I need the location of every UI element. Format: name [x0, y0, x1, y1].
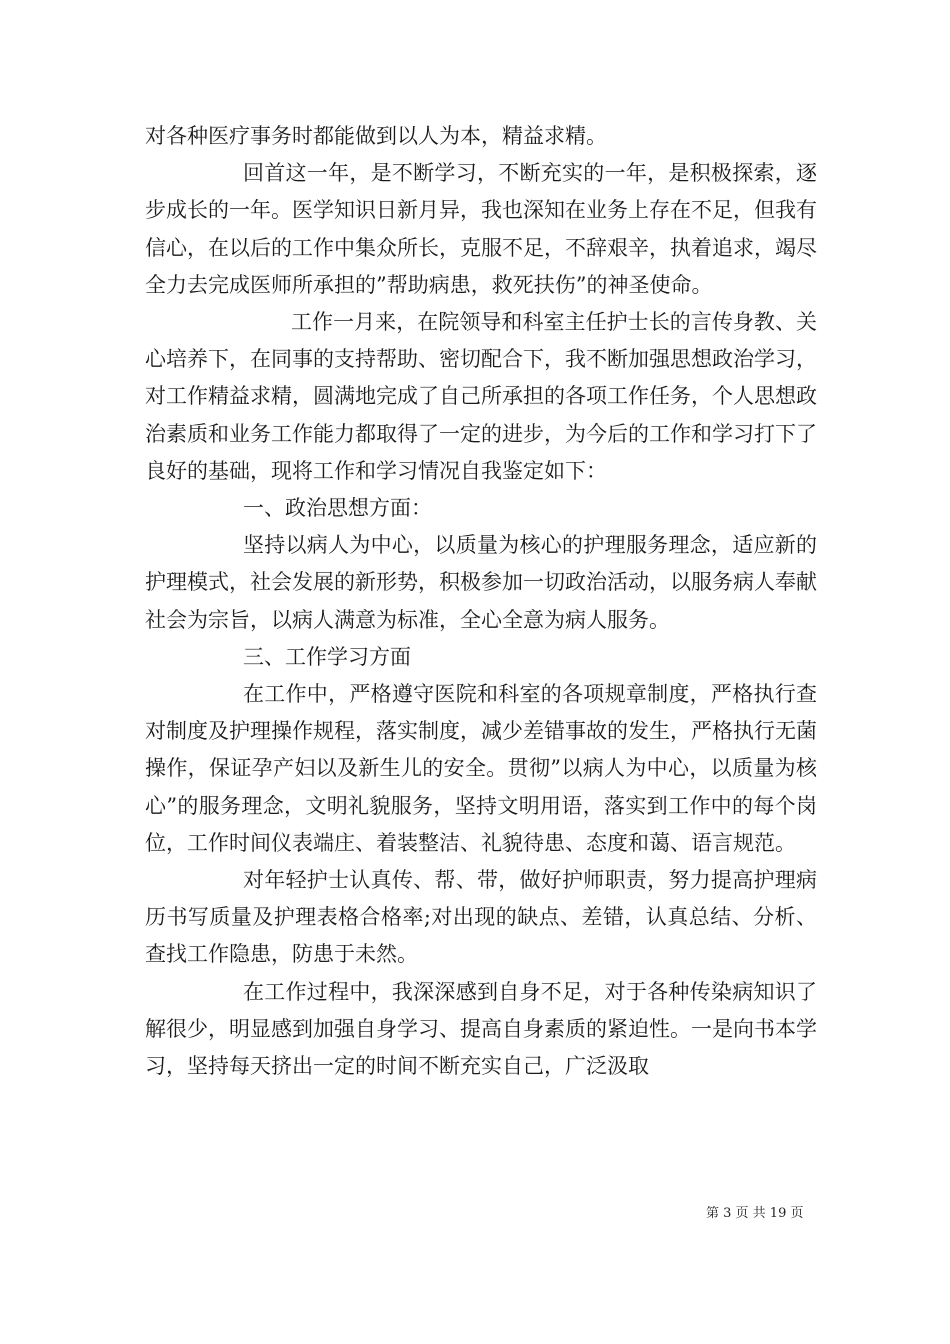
- document-body: [145, 118, 817, 1085]
- paragraph-self-study: 在工作过程中，我深深感到自身不足，对于各种传染病知识了解很少，明显感到加强自身学习、提高自身素质的紧迫性。一是向书本学习，坚持每天挤出一定的时间不断充实自己，广泛汲取: [145, 979, 817, 1079]
- page-number: 第 3 页 共 19 页: [706, 1206, 804, 1221]
- paragraph-rules: 在工作中，严格遵守医院和科室的各项规章制度，严格执行查对制度及护理操作规程，落实制度，减少差错事故的发生，严格执行无菌操作，保证孕产妇以及新生儿的安全。贯彻”以病人为中心，以质量为核心”的服务理念，文明礼貌服务，坚持文明用语，落实到工作中的每个岗位，工作时间仪表端庄、着装整洁、礼貌待患、态度和蔼、语言规范。: [145, 682, 817, 855]
- paragraph-mentoring: 对年轻护士认真传、帮、带，做好护师职责，努力提高护理病历书写质量及护理表格合格率;对出现的缺点、差错，认真总结、分析、查找工作隐患，防患于未然。: [145, 868, 817, 967]
- paragraph-continuation: 对各种医疗事务时都能做到以人为本，精益求精。: [145, 124, 607, 148]
- paragraph-patient-centered: 坚持以病人为中心，以质量为核心的护理服务理念，适应新的护理模式，社会发展的新形势，积极参加一切政治活动，以服务病人奉献社会为宗旨，以病人满意为标准，全心全意为病人服务。: [145, 533, 817, 632]
- section-heading-political: 一、政治思想方面：: [243, 496, 432, 521]
- paragraph-work-month: 工作一月来，在院领导和科室主任护士长的言传身教、关心培养下，在同事的支持帮助、密切配合下，我不断加强思想政治学习，对工作精益求精，圆满地完成了自己所承担的各项工作任务，个人思想政治素质和业务工作能力都取得了一定的进步，为今后的工作和学习打下了良好的基础，现将工作和学习情况自我鉴定如下：: [145, 310, 817, 483]
- paragraph-year-review: 回首这一年，是不断学习，不断充实的一年，是积极探索，逐步成长的一年。医学知识日新月异，我也深知在业务上存在不足，但我有信心，在以后的工作中集众所长，克服不足，不辞艰辛，执着追求，竭尽全力去完成医师所承担的”帮助病患，救死扶伤”的神圣使命。: [145, 161, 817, 297]
- section-heading-work-study: 三、工作学习方面: [243, 644, 411, 669]
